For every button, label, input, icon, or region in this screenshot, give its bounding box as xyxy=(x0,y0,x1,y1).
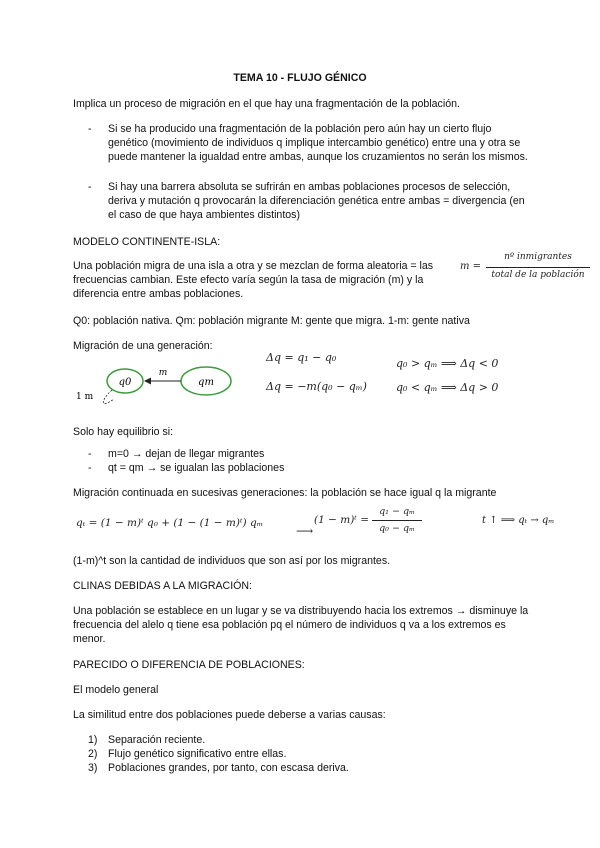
general-model-label: El modelo general xyxy=(73,684,159,696)
bullet-text: qt = qm → se igualan las poblaciones xyxy=(108,462,285,474)
continuous-migration-paragraph: Migración continuada en sucesivas generaciones: la población se hace igual q la migrante xyxy=(73,487,497,499)
bullet-text: Si se ha producido una fragmentación de la población pero aún hay un cierto flujo genético (movimiento de individuos q implique intercambio genético) entre una y otra se puede mantener la igualdad entre ambas, aunque los cruzamientos no serán los mismos. xyxy=(108,123,528,163)
equation-limit: t ↑ ⟹ qₜ → qₘ xyxy=(482,515,555,526)
similarity-paragraph: La similitud entre dos poblaciones puede deberse a varias causas: xyxy=(73,709,386,721)
equation-delta-2: Δq = −m(q₀ − qₘ) xyxy=(266,380,367,393)
arrow-label-m: m xyxy=(158,368,168,378)
list-text: Separación reciente. xyxy=(108,734,206,746)
page-title: TEMA 10 - FLUJO GÉNICO xyxy=(233,72,367,84)
fraction-bar xyxy=(486,267,590,268)
condition-1: q₀ > qₘ ⟹ Δq < 0 xyxy=(396,357,499,370)
self-loop-arrow xyxy=(103,390,114,404)
migration-diagram xyxy=(70,357,240,409)
list-text: Poblaciones grandes, por tanto, con escasa deriva. xyxy=(108,762,349,774)
implies-arrow: ⟶ xyxy=(296,524,314,538)
model-paragraph: Una población migra de una isla a otra y se mezclan de forma aleatoria = las frecuencias cambian. Este efecto varía según la tasa de migración (m) y la diferencia entre ambas poblaciones. xyxy=(73,260,434,300)
equilibrium-paragraph: Solo hay equilibrio si: xyxy=(73,426,174,438)
list-text: Flujo genético significativo entre ellas. xyxy=(108,748,287,760)
loop-label: 1 m xyxy=(76,392,94,402)
equation-fraction-denominator: q₀ − qₘ xyxy=(379,523,415,534)
interpretation-paragraph: (1-m)^t son la cantidad de individuos que son así por los migrantes. xyxy=(73,555,391,567)
equation-qt: qₜ = (1 − m)ᵗ q₀ + (1 − (1 − m)ᵗ) qₘ xyxy=(76,517,264,529)
list-number: 3) xyxy=(88,762,98,774)
section-heading: PARECIDO O DIFERENCIA DE POBLACIONES: xyxy=(73,659,305,671)
equation-delta-1: Δq = q₁ − q₀ xyxy=(266,351,337,364)
node-label-qm: qm xyxy=(198,377,214,388)
list-number: 2) xyxy=(88,748,98,760)
fraction-bar xyxy=(372,520,422,521)
migration-rate-formula xyxy=(460,251,592,285)
formula-lhs: m = xyxy=(460,261,482,272)
intro-paragraph: Implica un proceso de migración en el que hay una fragmentación de la población. xyxy=(73,98,460,110)
section-heading: CLINAS DEBIDAS A LA MIGRACIÓN: xyxy=(73,580,252,592)
equation-fraction-numerator: q₁ − qₘ xyxy=(379,506,415,517)
bullet-text: m=0 → dejan de llegar migrantes xyxy=(108,448,265,460)
list-number: 1) xyxy=(88,734,98,746)
node-label-q0: q0 xyxy=(118,377,132,388)
bullet-dash: - xyxy=(88,181,92,193)
clines-paragraph: Una población se establece en un lugar y se va distribuyendo hacia los extremos → disminuye la frecuencia del alelo q tiene esa población pq el número de individuos q va a los extremos es menor. xyxy=(73,605,529,645)
section-heading: MODELO CONTINENTE-ISLA: xyxy=(73,236,221,248)
bullet-dash: - xyxy=(88,123,92,135)
one-generation-label: Migración de una generación: xyxy=(73,340,213,352)
bullet-dash: - xyxy=(88,462,92,474)
bullet-dash: - xyxy=(88,448,92,460)
bullet-text: Si hay una barrera absoluta se sufrirán en ambas poblaciones procesos de selección, deriva y mutación q provocarán la diferenciación genética entre ambas = divergencia (en el caso de que haya ambientes distintos) xyxy=(108,181,525,221)
condition-2: q₀ < qₘ ⟹ Δq > 0 xyxy=(396,381,499,394)
formula-numerator: nº inmigrantes xyxy=(504,252,572,262)
formula-denominator: total de la población xyxy=(491,270,585,280)
equation-fraction-lhs: (1 − m)ᵗ = xyxy=(314,514,370,526)
definitions-paragraph: Q0: población nativa. Qm: población migrante M: gente que migra. 1-m: gente nativa xyxy=(73,315,470,327)
